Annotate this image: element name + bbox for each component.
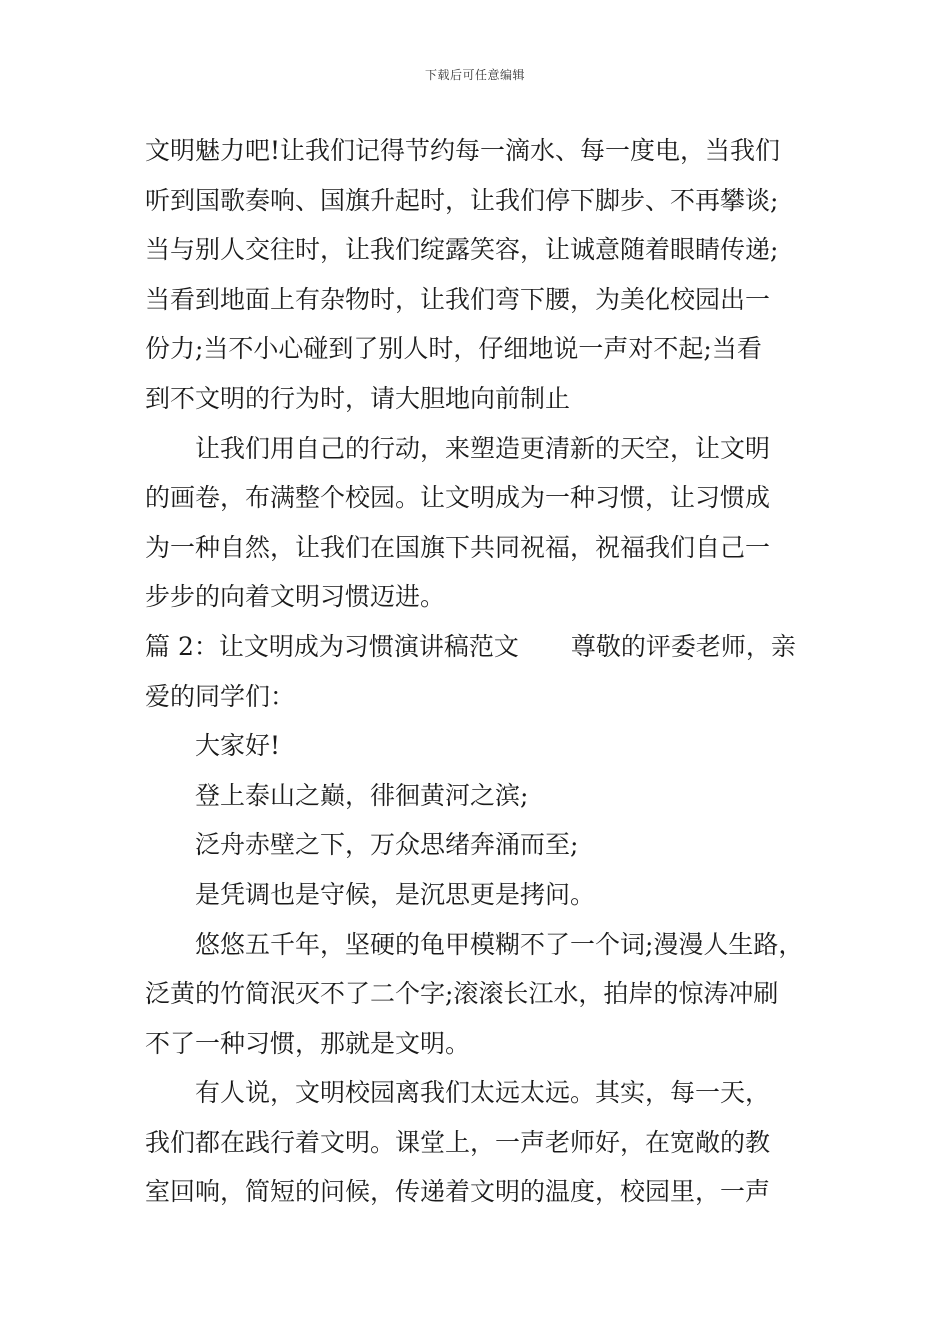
- body-text: [145, 126, 835, 1217]
- text-line: 到不文明的行为时，请大胆地向前制止: [145, 383, 571, 413]
- salutation-start: 尊敬的评委老师，亲: [570, 631, 796, 661]
- paragraph-start-line: 泛舟赤壁之下，万众思绪奔涌而至;: [195, 830, 579, 860]
- text-line: 爱的同学们：: [145, 681, 296, 711]
- section-heading: 篇 2：让文明成为习惯演讲稿范文: [145, 631, 519, 661]
- text-line: 份力;当不小心碰到了别人时，仔细地说一声对不起;当看: [145, 334, 762, 364]
- paragraph-start-line: 登上泰山之巅，徘徊黄河之滨;: [195, 780, 529, 810]
- text-line: 室回响，简短的问候，传递着文明的温度，校园里，一声: [145, 1177, 771, 1207]
- paragraph-start-line: 是凭调也是守候，是沉思更是拷问。: [195, 879, 596, 909]
- text-line: 文明魅力吧!让我们记得节约每一滴水、每一度电，当我们: [145, 136, 781, 165]
- text-line: 泛黄的竹简泯灭不了二个字;滚滚长江水，拍岸的惊涛冲刷: [145, 979, 779, 1009]
- header-note: 下载后可任意编辑: [424, 68, 525, 82]
- text-line: 我们都在践行着文明。课堂上，一声老师好，在宽敞的教: [145, 1127, 771, 1157]
- section-heading-line: [145, 622, 835, 672]
- text-line: 当看到地面上有杂物时，让我们弯下腰，为美化校园出一: [145, 284, 771, 314]
- paragraph-start-line: 有人说，文明校园离我们太远太远。其实，每一天，: [195, 1078, 771, 1108]
- text-line: 为一种自然，让我们在国旗下共同祝福，祝福我们自己一: [145, 532, 771, 562]
- paragraph-start-line: 大家好!: [195, 731, 281, 761]
- text-line: 听到国歌奏响、国旗升起时，让我们停下脚步、不再攀谈;: [145, 185, 779, 215]
- text-line: 当与别人交往时，让我们绽露笑容，让诚意随着眼睛传递;: [145, 235, 779, 265]
- paragraph-start-line: 让我们用自己的行动，来塑造更清新的天空，让文明: [195, 433, 771, 463]
- text-line: 步步的向着文明习惯迈进。: [145, 582, 446, 612]
- text-line: 不了一种习惯，那就是文明。: [145, 1028, 471, 1058]
- paragraph-start-line: 悠悠五千年，坚硬的龟甲模糊不了一个词;漫漫人生路，: [195, 929, 804, 959]
- text-line: 的画卷，布满整个校园。让文明成为一种习惯，让习惯成: [145, 483, 771, 513]
